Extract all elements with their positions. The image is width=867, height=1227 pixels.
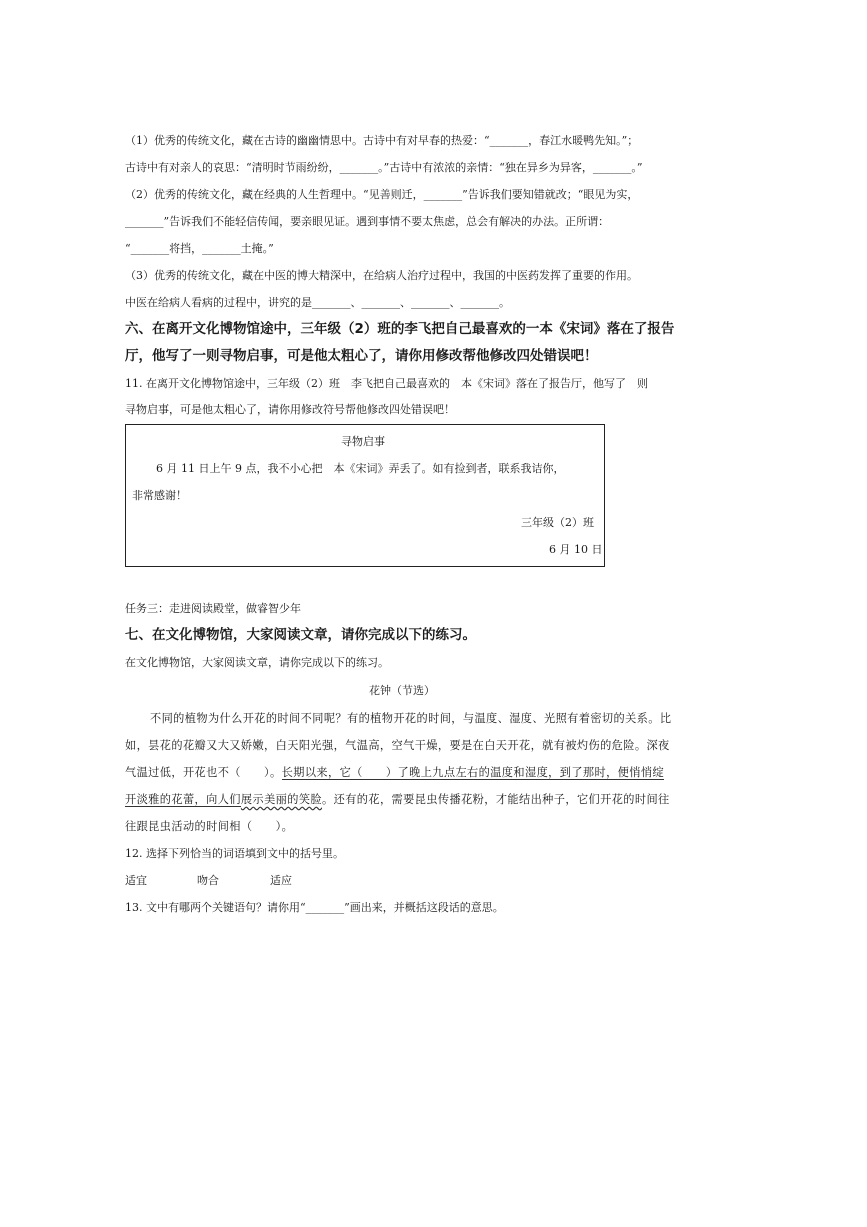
passage-line-2: 如，昙花的花瓣又大又娇嫩，白天阳光强，气温高，空气干燥，要是在白天开花，就有被灼伤的危险。深夜 — [125, 739, 670, 752]
key-sentence-underline-2: 开淡雅的花蕾，向人们 — [125, 793, 241, 806]
proverb-question-line-2: _______”告诉我们不能轻信传闻，要亲眼见证。遇到事情不要太焦虑，总会有解决的办法。正所谓： — [125, 215, 610, 228]
section-seven-heading: 七、在文化博物馆，大家阅读文章，请你完成以下的练习。 — [125, 627, 476, 643]
word-choice: 吻合 — [197, 874, 219, 887]
notice-date: 6 月 10 日 — [549, 543, 603, 556]
section-six-heading-line-2: 厅，他写了一则寻物启事，可是他太粗心了，请你用修改帮他修改四处错误吧！ — [125, 348, 598, 364]
question-13: 13. 文中有哪两个关键语句？请你用“_______”画出来，并概括这段话的意思。 — [125, 901, 504, 914]
question-11-line-1: 11. 在离开文化博物馆途中，三年级（2）班 李飞把自己最喜欢的 本《宋词》落在了报告厅，他写了 则 — [125, 377, 648, 390]
passage-line-1: 不同的植物为什么开花的时间不同呢？有的植物开花的时间，与温度、湿度、光照有着密切的关系。比 — [150, 712, 672, 725]
notice-body-line-2: 非常感谢！ — [132, 489, 187, 502]
passage-line-4-rest: 。还有的花，需要昆虫传播花粉，才能结出种子，它们开花的时间往 — [322, 793, 670, 806]
proverb-question-line-3: “_______将挡，_______土掩。” — [125, 242, 274, 255]
question-12: 12. 选择下列恰当的词语填到文中的括号里。 — [125, 847, 344, 860]
medicine-question-line-1: （3）优秀的传统文化，藏在中医的博大精深中，在给病人治疗过程中，我国的中医药发挥了重要的作用。 — [125, 269, 638, 282]
section-six-heading-line-1: 六、在离开文化博物馆途中，三年级（2）班的李飞把自己最喜欢的一本《宋词》落在了报告 — [125, 321, 675, 337]
medicine-question-line-2: 中医在给病人看病的过程中，讲究的是_______、_______、_______、_______。 — [125, 296, 510, 309]
word-choice: 适宜 — [125, 874, 147, 887]
wavy-underlined-phrase: 展示美丽的笑脸 — [240, 793, 323, 806]
poem-question-line-2: 古诗中有对亲人的哀思：“清明时节雨纷纷，_______。”古诗中有浓浓的亲情：“独在异乡为异客，_______。” — [125, 161, 643, 174]
proverb-question-line-1: （2）优秀的传统文化，藏在经典的人生哲理中。“见善则迁，_______”告诉我们要知错就改；“眼见为实， — [125, 188, 639, 201]
task-three-title: 任务三：走进阅读殿堂，做睿智少年 — [125, 602, 301, 615]
passage-title: 花钟（节选） — [369, 684, 435, 697]
key-sentence-underline-1: 长期以来，它（ ）了晚上九点左右的温度和湿度，到了那时，便悄悄绽 — [281, 766, 665, 779]
passage-line-3 — [125, 766, 664, 780]
word-choice: 适应 — [270, 874, 292, 887]
passage-line-4 — [125, 793, 670, 807]
lost-item-notice-box — [125, 424, 605, 567]
section-seven-intro: 在文化博物馆，大家阅读文章，请你完成以下的练习。 — [125, 656, 389, 669]
question-11-line-2: 寻物启事，可是他太粗心了，请你用修改符号帮他修改四处错误吧！ — [125, 403, 455, 416]
notice-title: 寻物启事 — [341, 435, 385, 448]
poem-question-line-1: （1）优秀的传统文化，藏在古诗的幽幽情思中。古诗中有对早春的热爱：“_______，春江水暖鸭先知。”； — [125, 134, 639, 147]
notice-body-line-1: 6 月 11 日上午 9 点，我不小心把 本《宋词》弄丢了。如有捡到者，联系我诘你， — [156, 462, 565, 475]
word-choices — [125, 874, 292, 888]
passage-line-3-plain: 气温过低，开花也不（ ）。 — [125, 766, 282, 779]
passage-line-5: 往跟昆虫活动的时间相（ ）。 — [125, 820, 294, 833]
notice-signature: 三年级（2）班 — [521, 516, 594, 529]
